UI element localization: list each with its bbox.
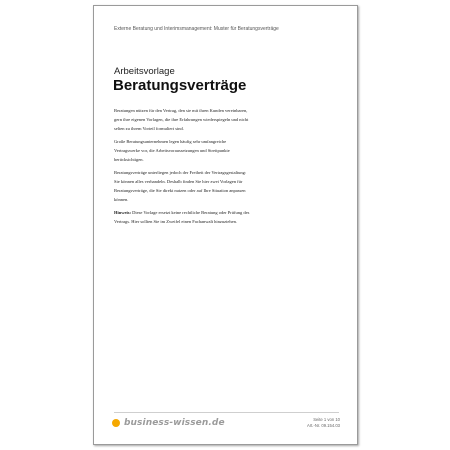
page-number: Seite 1 von 10 <box>313 417 340 422</box>
body-line: gern ihre eigenen Vorlagen, die ihre Erfahrungen wiederspiegeln und nicht <box>114 117 249 122</box>
running-header: Externe Beratung und Interimsmanagement: Muster für Beratungsverträge <box>114 26 279 32</box>
business-wissen-logo <box>112 418 225 428</box>
body-line: Vertragswerke vor, die Arbeitsvoraussetzungen und Streitpunkte <box>114 148 230 153</box>
body-line: Beratungsverträge unterliegen jedoch der Freiheit der Vertragsgestaltung: <box>114 170 247 175</box>
body-paragraph <box>114 137 324 164</box>
logo-dot-icon <box>112 419 120 427</box>
body-line: Große Beratungsunternehmen legen häufig sehr umfangreiche <box>114 139 227 144</box>
note-text: Vertrags. Hier sollten Sie im Zweifel einen Fachanwalt hinzuziehen. <box>114 219 237 224</box>
body-paragraph <box>114 106 324 133</box>
note-text: Diese Vorlage ersetzt keine rechtliche Beratung oder Prüfung des <box>131 210 250 215</box>
note-label: Hinweis: <box>114 210 132 215</box>
body-line: können. <box>114 197 129 202</box>
document-title: Beratungsverträge <box>113 77 247 94</box>
body-line: selten zu ihrem Vorteil formuliert sind. <box>114 126 184 131</box>
article-number: Art.-Nr. 09.154.03 <box>306 423 340 428</box>
body-line: Beratungsverträge, die Sie direkt nutzen oder auf Ihre Situation anpassen <box>114 188 246 193</box>
body-paragraph <box>114 168 324 204</box>
body-line: Sie können alles verhandeln. Deshalb finden Sie hier zwei Vorlagen für <box>114 179 243 184</box>
document-kicker: Arbeitsvorlage <box>114 66 175 77</box>
document-page <box>93 5 358 445</box>
footer-divider <box>114 412 339 413</box>
logo-text: business-wissen.de <box>124 418 225 428</box>
body-line: Beratungen nützen für den Vertrag, den sie mit ihren Kunden vereinbaren, <box>114 108 248 113</box>
document-body <box>114 106 324 230</box>
note-paragraph <box>114 208 324 226</box>
body-line: berücksichtigen. <box>114 157 144 162</box>
page-info <box>307 417 340 429</box>
